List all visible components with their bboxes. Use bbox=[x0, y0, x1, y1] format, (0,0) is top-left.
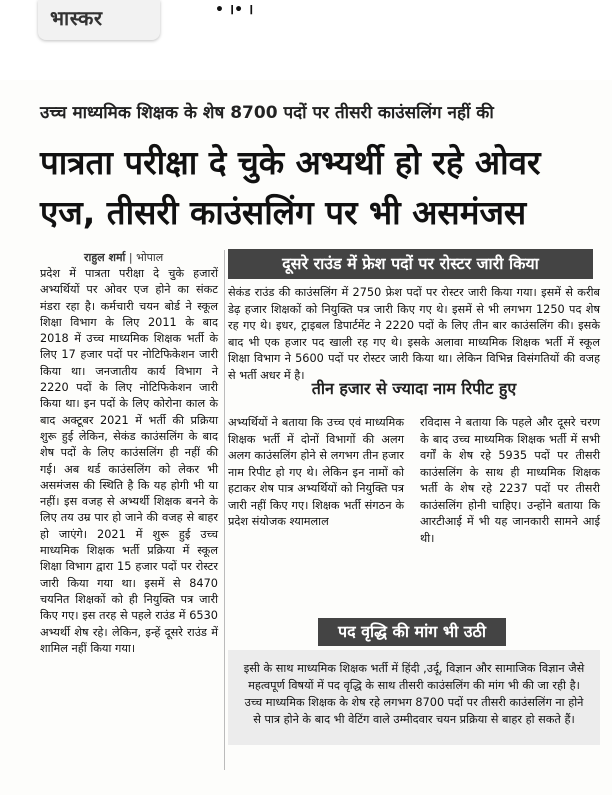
byline bbox=[84, 250, 163, 265]
section2-heading: तीन हजार से ज्यादा नाम रिपीट हुए bbox=[311, 379, 517, 398]
top-mark: • ।• । bbox=[215, 2, 254, 18]
section3-box bbox=[228, 650, 600, 745]
article-kicker: उच्च माध्यमिक शिक्षक के शेष 8700 पदों पर तीसरी काउंसलिंग नहीं की bbox=[40, 103, 494, 123]
section3-body: इसी के साथ माध्यमिक शिक्षक भर्ती में हिंदी ,उर्दू, विज्ञान और सामाजिक विज्ञान जैसे महत्वपूर्ण विषयों में पद वृद्धि के साथ तीसरी काउंसलिंग की मांग भी की जा रही है। उच्च माध्यमिक शिक्षक के शेष रहे लगभग 8700 पदों पर तीसरी काउंसलिंग ना होने से पात्र होने के बाद भी वेटिंग वाले उम्मीदवार चयन प्रक्रिया से बाहर हो सकते हैं। bbox=[243, 662, 585, 726]
byline-place: | भोपाल bbox=[128, 251, 164, 264]
section1-body: सेकंड राउंड की काउंसलिंग में 2750 फ्रेश पदों पर रोस्टर जारी किया गया। इसमें से करीब डेढ़ हजार शिक्षकों को नियुक्ति पत्र जारी किए गए थे। इसमें से भी लगभग 1250 पद शेष रह गए थे। इधर, ट्राइबल डिपार्टमेंट ने 2220 पदों के लिए तीन बार काउंसलिंग की। इसके बाद भी एक हजार पद खाली रह गए थे। इसके अलावा माध्यमिक शिक्षक भर्ती में स्कूल शिक्षा विभाग ने 5600 पदों पर रोस्टर जारी किया था। लेकिन विभिन्न विसंगतियों की वजह से भर्ती अधर में है। bbox=[228, 286, 600, 382]
newspaper-logo bbox=[38, 0, 160, 40]
section2-column-b: रविदास ने बताया कि पहले और दूसरे चरण के बाद उच्च माध्यमिक शिक्षक भर्ती में सभी वर्गों के शेष रहे 5935 पदों पर तीसरी काउंसलिंग के साथ ही माध्यमिक शिक्षक भर्ती के शेष रहे 2237 पदों पर तीसरी काउंसलिंग होनी चाहिए। उन्होंने बताया कि आरटीआई में भी यह जानकारी सामने आई थी। bbox=[420, 416, 600, 545]
logo-text: भास्कर bbox=[50, 6, 103, 30]
section2-column-a: अभ्यर्थियों ने बताया कि उच्च एवं माध्यमिक शिक्षक भर्ती में दोनों विभागों की अलग अलग काउंसलिंग होने से लगभग तीन हजार नाम रिपीट हो गए थे। लेकिन इन नामों को हटाकर शेष पात्र अभ्यर्थियों को नियुक्ति पत्र जारी नहीं किए गए। शिक्षक भर्ती संगठन के प्रदेश संयोजक श्यामलाल bbox=[228, 416, 404, 528]
body-column-1: प्रदेश में पात्रता परीक्षा दे चुके हजारों अभ्यर्थियों पर ओवर एज होने का संकट मंडरा रहा है। कर्मचारी चयन बोर्ड ने स्कूल शिक्षा विभाग के लिए 2011 के बाद 2018 में उच्च माध्यमिक शिक्षक भर्ती के लिए 17 हजार पदों पर नोटिफिकेशन जारी किया था। जनजातीय कार्य विभाग ने 2220 पदों के लिए नोटिफिकेशन जारी किया था। इन पदों के लिए कोरोना काल के बाद अक्टूबर 2021 में भर्ती की प्रक्रिया शुरू हुई लेकिन, सेकंड काउंसलिंग के बाद शेष पदों के लिए काउंसलिंग ही नहीं की गई। अब थर्ड काउंसलिंग को लेकर भी असमंजस की स्थिति है कि यह होगी भी या नहीं। इस वजह से अभ्यर्थी शिक्षक बनने के लिए तय उम्र पार हो जाने की वजह से बाहर हो जाएंगे। 2021 में शुरू हुई उच्च माध्यमिक शिक्षक भर्ती प्रक्रिया में स्कूल शिक्षा विभाग द्वारा 15 हजार पदों पर रोस्टर जारी किया गया था। इसमें से 8470 चयनित शिक्षकों को ही नियुक्ति पत्र जारी किए गए। इस तरह से पहले राउंड में 6530 अभ्यर्थी शेष रहे। लेकिन, इन्हें दूसरे राउंड में शामिल नहीं किया गया। bbox=[40, 267, 218, 655]
byline-name: राहुल शर्मा bbox=[84, 251, 126, 264]
article-headline: पात्रता परीक्षा दे चुके अभ्यर्थी हो रहे ओवर एज, तीसरी काउंसलिंग पर भी असमंजस bbox=[40, 143, 541, 232]
column-divider bbox=[224, 250, 225, 770]
section3-heading: पद वृद्धि की मांग भी उठी bbox=[318, 618, 506, 646]
section1-heading: दूसरे राउंड में फ्रेश पदों पर रोस्टर जारी किया bbox=[228, 249, 593, 279]
